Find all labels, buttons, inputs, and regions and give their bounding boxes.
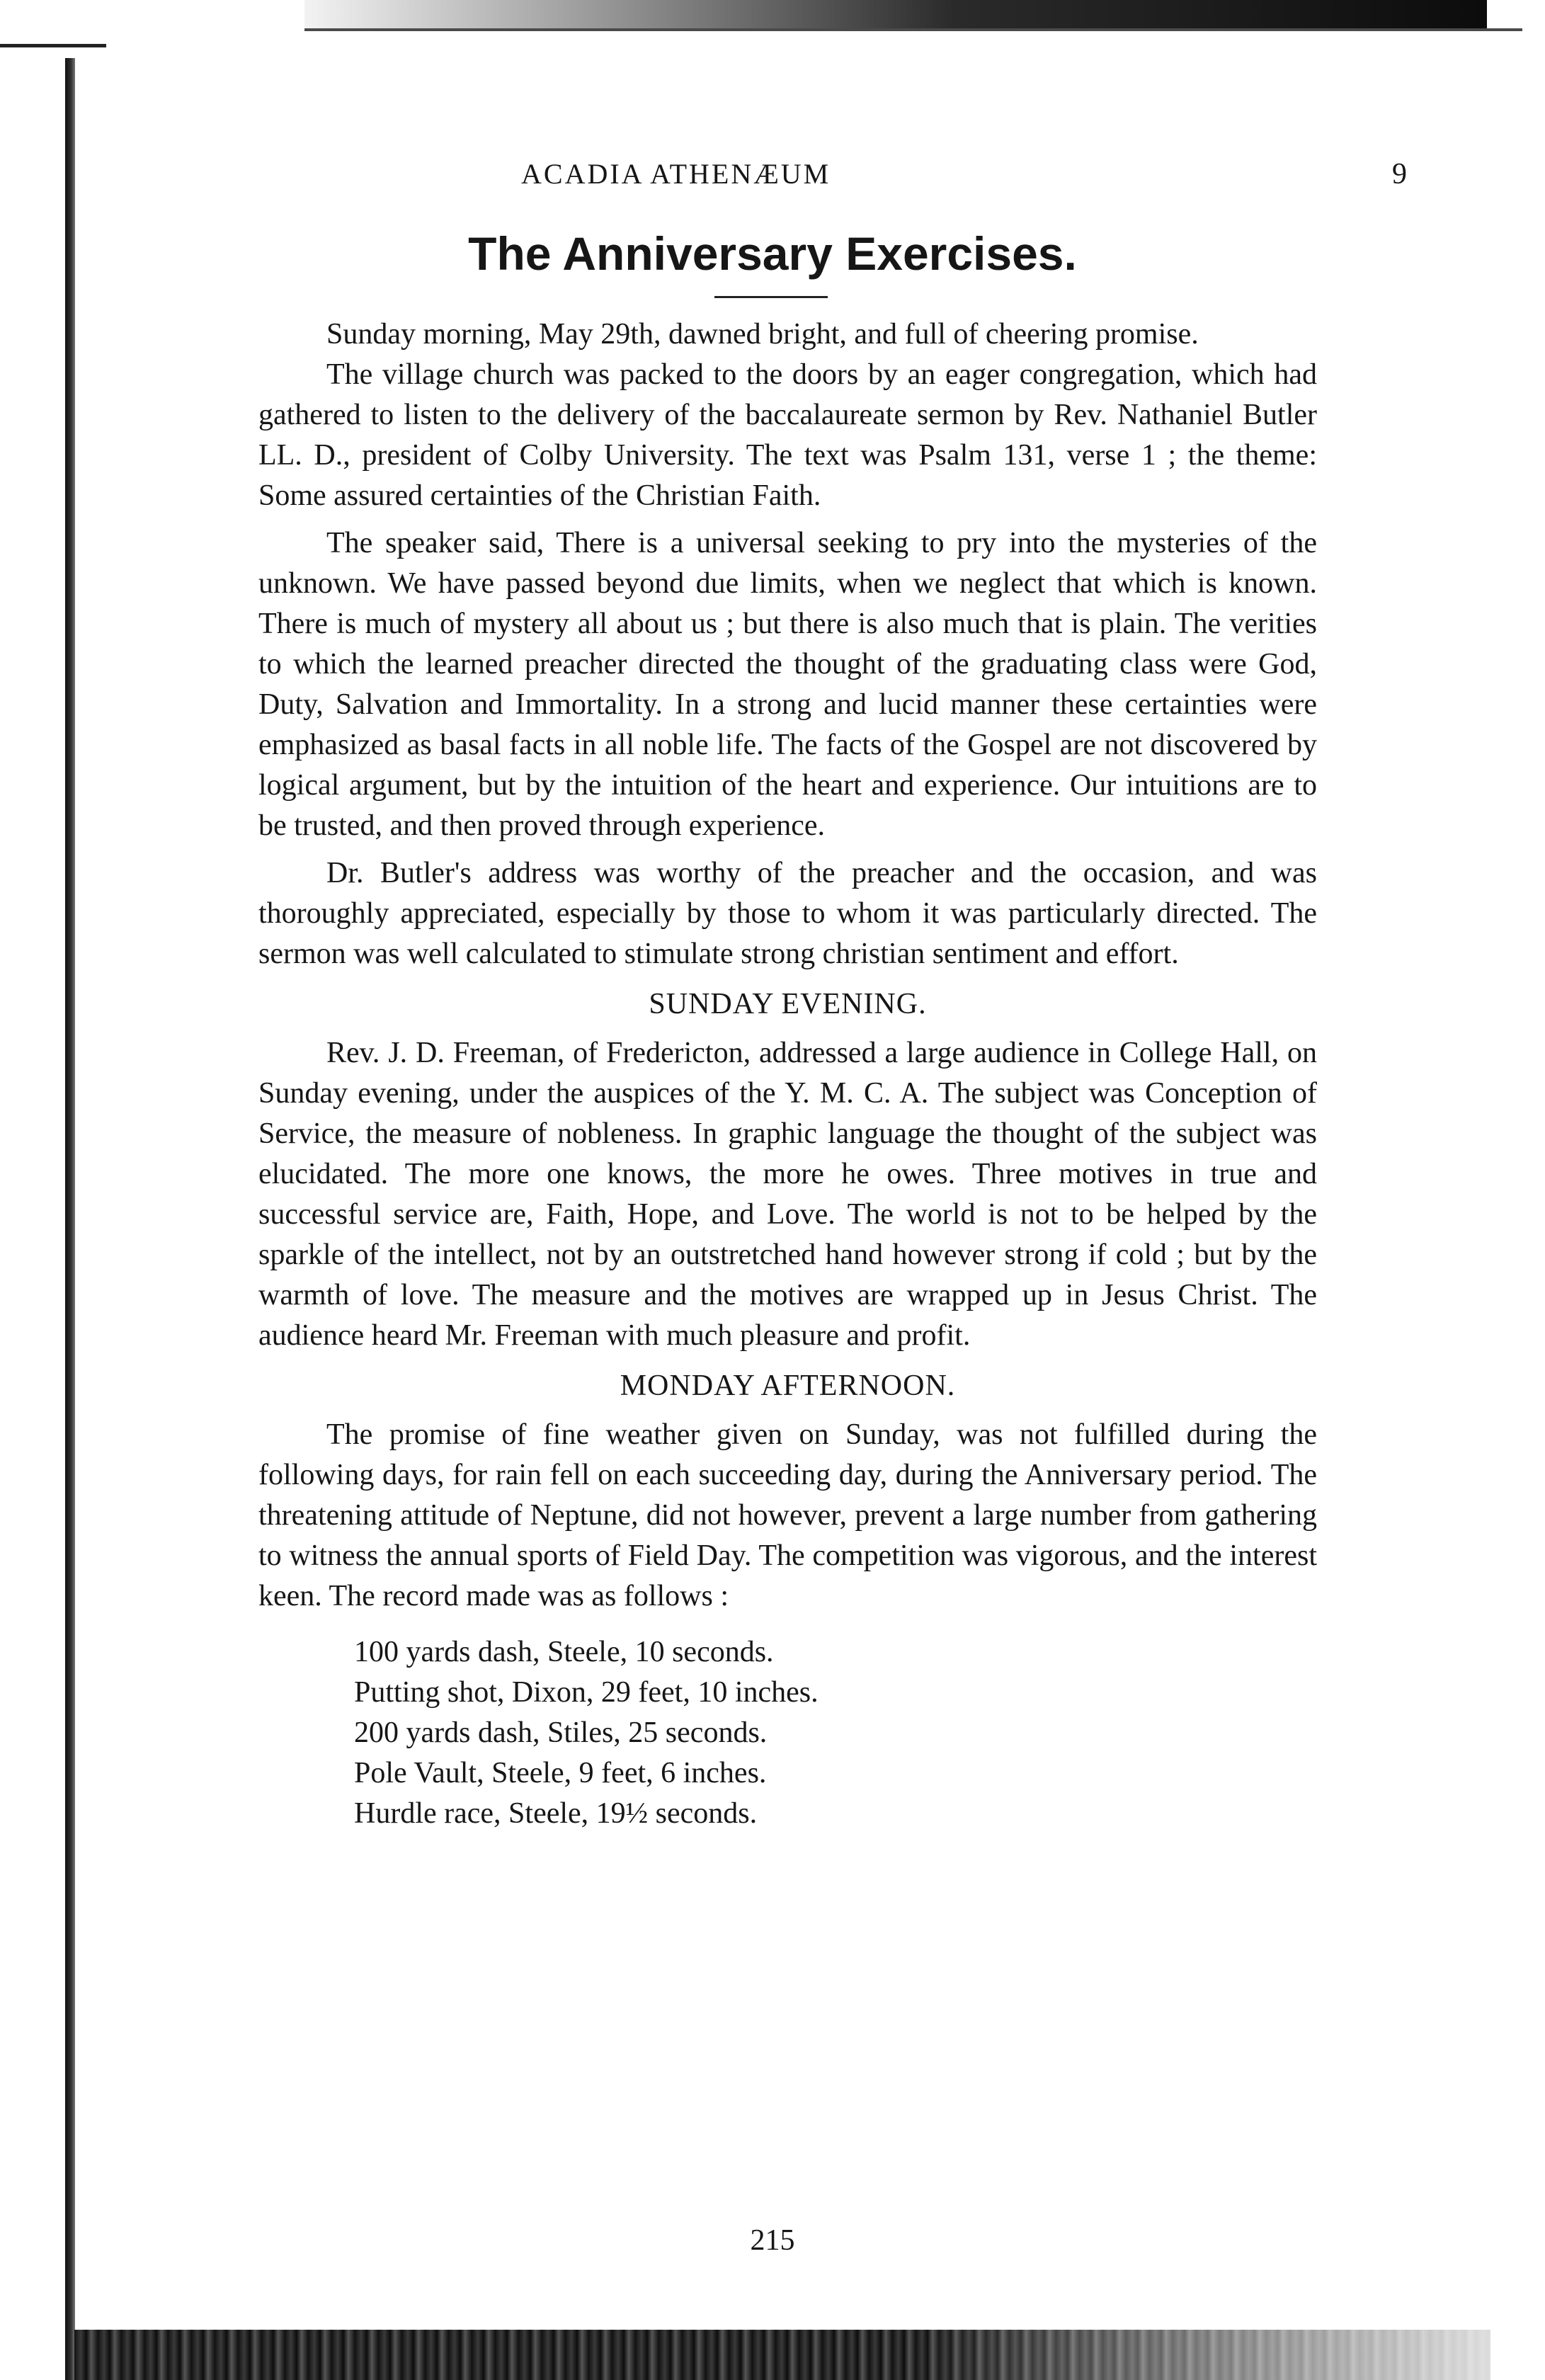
- result-item: Hurdle race, Steele, 19½ seconds.: [354, 1797, 758, 1830]
- result-item: Pole Vault, Steele, 9 feet, 6 inches.: [354, 1757, 767, 1789]
- scan-edge-bottom-fade: [920, 2330, 1490, 2380]
- scan-edge-top: [304, 0, 1487, 31]
- article-body: [258, 314, 1317, 1834]
- section-heading-monday-afternoon: MONDAY AFTERNOON.: [620, 1370, 956, 1402]
- field-day-results: [354, 1632, 1317, 1834]
- paragraph: Rev. J. D. Freeman, of Fredericton, addressed a large audience in College Hall, on Sunday evening, under the auspices of the Y. M. C. A. The subject was Conception of Service, the measure of nobleness. In graphic language the thought of the subject was elucidated. The more one knows, the more he owes. Three motives in true and successful service are, Faith, Hope, and Love. The world is not to be helped by the sparkle of the intellect, not by an outstretched hand however strong if cold ; but by the warmth of love. The measure and the motives are wrapped up in Jesus Christ. The audience heard Mr. Freeman with much pleasure and profit.: [258, 1037, 1317, 1352]
- paragraph: The speaker said, There is a universal seeking to pry into the mysteries of the unknown. We have passed beyond due limits, when we neglect that which is known. There is much of mystery all about us ; but there is also much that is plain. The verities to which the learned preacher directed the thought of the graduating class were God, Duty, Salvation and Immortality. In a strong and lucid manner these certainties were emphasized as basal facts in all noble life. The facts of the Gospel are not discovered by logical argument, but by the intuition of the heart and experience. Our intuitions are to be trusted, and then proved through experience.: [258, 527, 1317, 842]
- result-item: 200 yards dash, Stiles, 25 seconds.: [354, 1716, 768, 1749]
- scan-edge-left: [65, 58, 75, 2380]
- paragraph: Sunday morning, May 29th, dawned bright, and full of cheering promise.: [326, 318, 1199, 351]
- result-item: 100 yards dash, Steele, 10 seconds.: [354, 1636, 774, 1668]
- section-heading-sunday-evening: SUNDAY EVENING.: [649, 988, 927, 1020]
- paragraph: The village church was packed to the doors by an eager congregation, which had gathered to listen to the delivery of the baccalaureate sermon by Rev. Nathaniel Butler LL. D., president of Colby University. The text was Psalm 131, verse 1 ; the theme: Some assured certainties of the Christian Faith.: [258, 358, 1317, 512]
- result-item: Putting shot, Dixon, 29 feet, 10 inches.: [354, 1676, 819, 1709]
- paragraph: Dr. Butler's address was worthy of the preacher and the occasion, and was thoroughly appreciated, especially by those to whom it was particularly directed. The sermon was well calculated to stimulate strong christian sentiment and effort.: [258, 857, 1317, 970]
- page-number: 9: [1392, 158, 1407, 190]
- paragraph: The promise of fine weather given on Sunday, was not fulfilled during the following days, for rain fell on each succeeding day, during the Anniversary period. The threatening attitude of Neptune, did not however, prevent a large number from gathering to witness the annual sports of Field Day. The competition was vigorous, and the interest keen. The record made was as follows :: [258, 1418, 1317, 1612]
- article-title: The Anniversary Exercises.: [468, 227, 1077, 280]
- scan-edge-tick: [0, 44, 106, 47]
- title-rule: [714, 296, 828, 298]
- folio: 215: [750, 2224, 795, 2257]
- running-head: ACADIA ATHENÆUM: [521, 158, 831, 190]
- scan-edge-top-line: [304, 28, 1522, 31]
